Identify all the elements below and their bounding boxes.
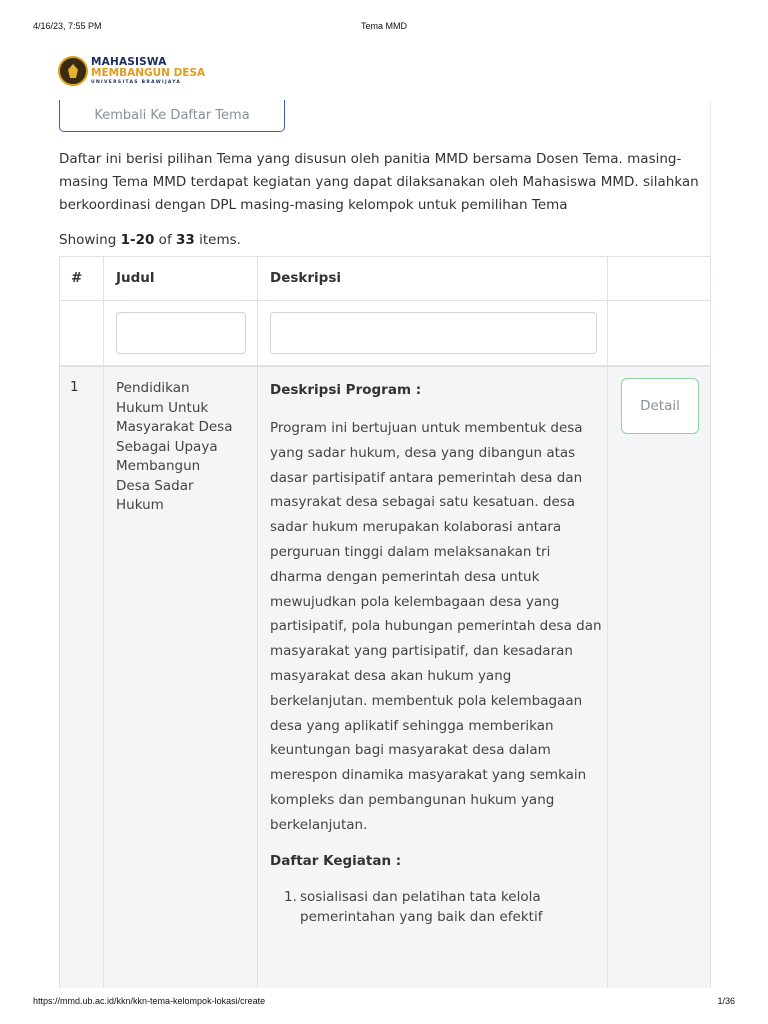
column-header-number: # bbox=[71, 270, 83, 286]
row-title: Pendidikan Hukum Untuk Masyarakat Desa Sebagai Upaya Membangun Desa Sadar Hukum bbox=[116, 380, 233, 513]
judul-filter-input[interactable] bbox=[116, 312, 246, 354]
site-logo[interactable] bbox=[58, 56, 205, 86]
summary-suffix: items. bbox=[194, 232, 241, 248]
detail-button[interactable]: Detail bbox=[621, 378, 699, 434]
header-divider bbox=[60, 300, 710, 301]
print-datetime: 4/16/23, 7:55 PM bbox=[33, 21, 102, 31]
column-header-deskripsi[interactable]: Deskripsi bbox=[270, 270, 341, 286]
logo-line-2: MEMBANGUN DESA bbox=[91, 67, 206, 80]
filter-divider bbox=[60, 365, 710, 367]
summary-range: 1-20 bbox=[120, 232, 155, 248]
print-page-title: Tema MMD bbox=[360, 21, 407, 31]
intro-text: Daftar ini berisi pilihan Tema yang disusun oleh panitia MMD bersama Dosen Tema. masing-masing Tema MMD terdapat kegiatan yang dapat dilaksanakan oleh Mahasiswa MMD. silahkan berkoordinasi dengan DPL masing-masing kelompok untuk pemilihan Tema bbox=[59, 151, 699, 213]
row-description bbox=[270, 379, 605, 927]
activities-list bbox=[270, 887, 605, 927]
list-item-number: 1. bbox=[284, 888, 297, 905]
description-heading: Deskripsi Program : bbox=[270, 382, 422, 398]
column-header-judul[interactable]: Judul bbox=[116, 270, 155, 286]
logo-text bbox=[91, 57, 205, 86]
university-emblem-icon bbox=[58, 56, 88, 86]
print-page-number: 1/36 bbox=[717, 996, 735, 1006]
summary-prefix: Showing bbox=[59, 232, 121, 248]
summary-middle: of bbox=[154, 232, 176, 248]
list-item-text: sosialisasi dan pelatihan tata kelola pemerintahan yang baik dan efektif bbox=[300, 888, 543, 925]
print-footer bbox=[0, 984, 768, 1024]
pagination-summary bbox=[59, 232, 241, 248]
description-text: Program ini bertujuan untuk membentuk desa yang sadar hukum, desa yang dibangun atas dasar partisipatif antara pemerintah desa dan masyrakat desa sebagai satu kesatuan. desa sadar hukum merupakan kolaborasi antara perguruan tinggi dalam melaksanakan tri dharma dengan pemerintah desa untuk mewujudkan pola kelembagaan desa yang partisipatif, pola hubungan pemerintah desa dan masyarakat yang partisipatif, dan kesadaran masyarakat desa akan hukum yang berkelanjutan. membentuk pola kelembagaan desa yang aplikatif sehingga memberikan keuntungan bagi masyarakat desa dalam merespon dinamika masyarakat yang semkain kompleks dan pembangunan hukum yang berkelanjutan. bbox=[270, 420, 602, 833]
logo-line-3: UNIVERSITAS BRAWIJAYA bbox=[91, 79, 182, 85]
print-header bbox=[0, 0, 768, 40]
activities-heading: Daftar Kegiatan : bbox=[270, 852, 402, 869]
summary-total: 33 bbox=[176, 232, 195, 248]
list-item bbox=[284, 887, 605, 927]
row-number: 1 bbox=[70, 379, 79, 395]
logo-line-1: MAHASISWA bbox=[91, 55, 167, 68]
theme-table bbox=[59, 256, 711, 988]
print-url: https://mmd.ub.ac.id/kkn/kkn-tema-kelompok-lokasi/create bbox=[33, 996, 266, 1006]
back-to-theme-list-button[interactable]: Kembali Ke Daftar Tema bbox=[59, 100, 285, 132]
deskripsi-filter-input[interactable] bbox=[270, 312, 597, 354]
